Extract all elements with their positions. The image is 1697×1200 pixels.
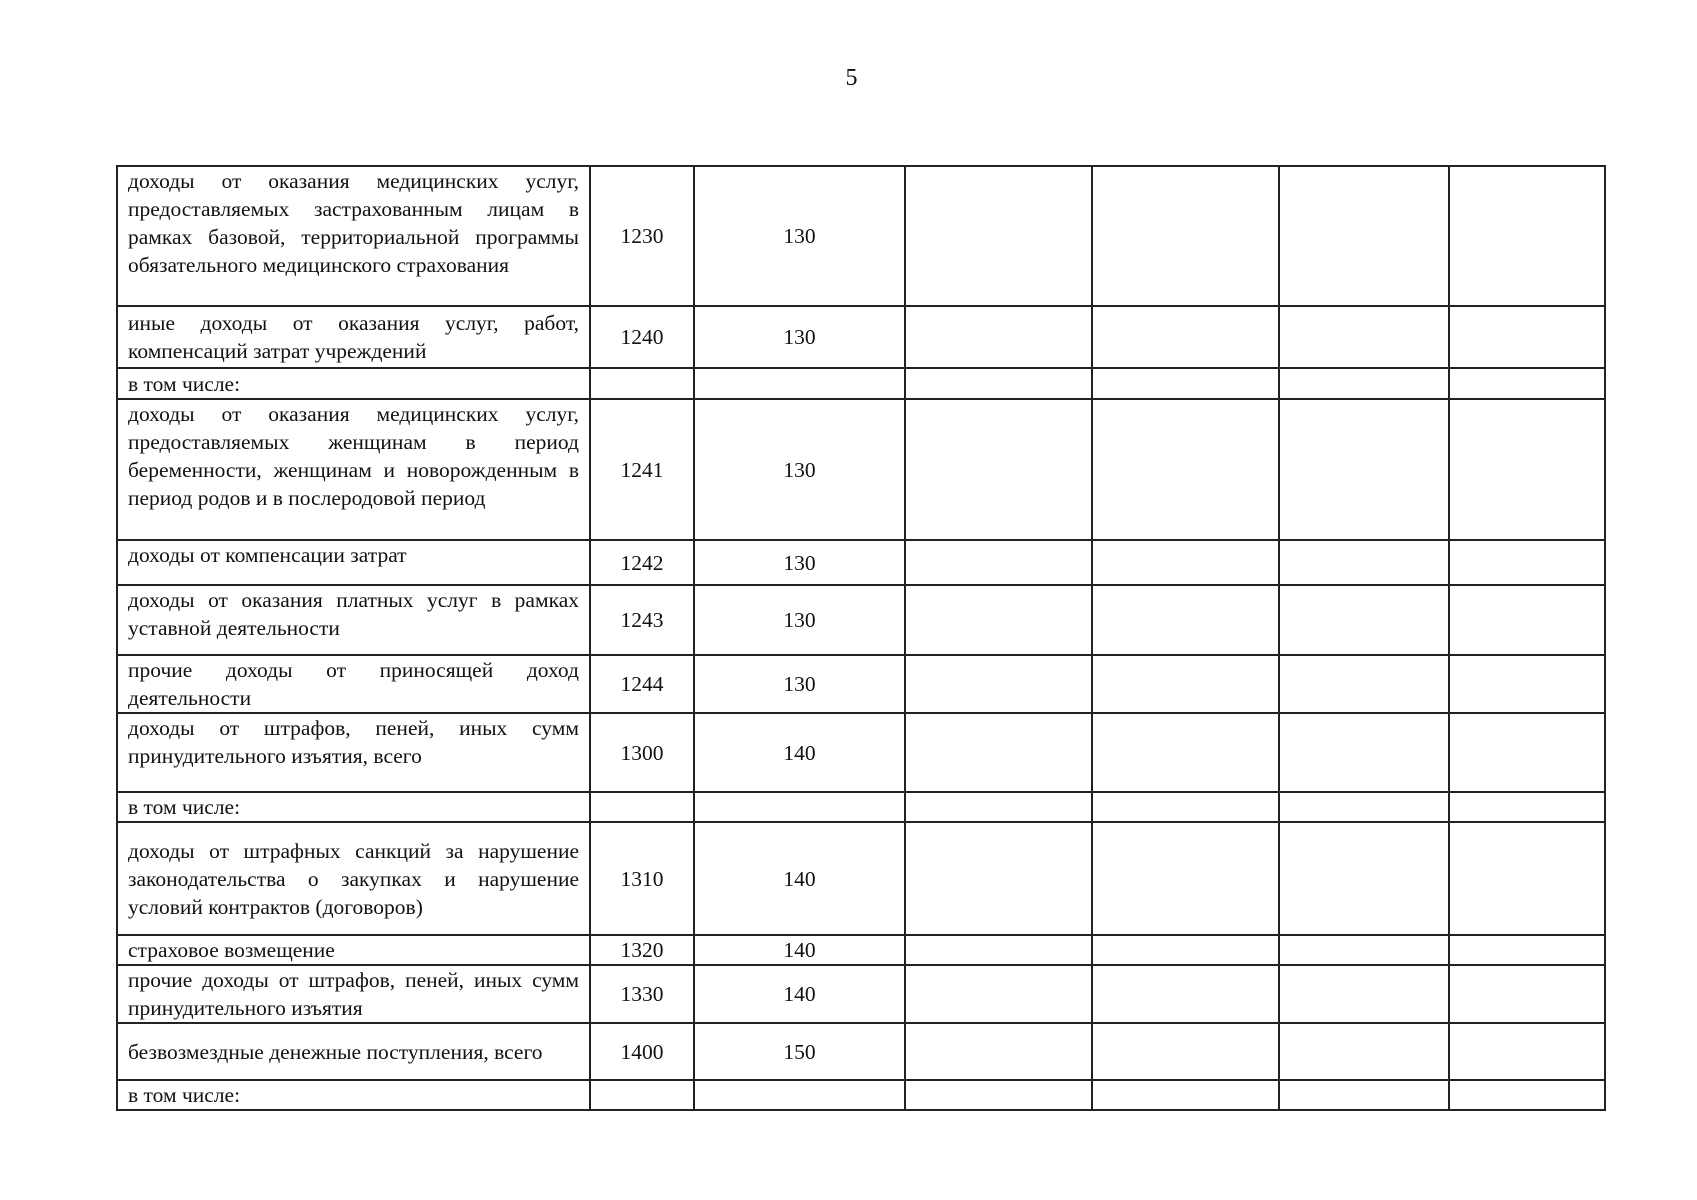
empty-cell — [905, 306, 1092, 368]
empty-cell — [1449, 1080, 1605, 1110]
empty-cell — [1279, 166, 1449, 306]
table-row — [117, 540, 1605, 585]
empty-cell — [1279, 585, 1449, 655]
empty-cell — [905, 822, 1092, 935]
table-row — [117, 368, 1605, 399]
empty-cell — [1279, 368, 1449, 399]
empty-cell — [1092, 368, 1279, 399]
line-code: 1300 — [590, 713, 694, 792]
empty-cell — [1092, 965, 1279, 1023]
line-code: 1244 — [590, 655, 694, 713]
empty-cell — [905, 368, 1092, 399]
line-code: 1241 — [590, 399, 694, 540]
empty-cell — [1449, 965, 1605, 1023]
row-description: доходы от оказания платных услуг в рамках уставной деятельности — [117, 585, 590, 655]
row-description: доходы от оказания медицинских услуг, предоставляемых женщинам в период беременности, женщинам и новорожденным в период родов и в послеродовой период — [117, 399, 590, 540]
empty-cell — [905, 935, 1092, 965]
budget-code — [694, 792, 905, 822]
line-code: 1243 — [590, 585, 694, 655]
line-code: 1400 — [590, 1023, 694, 1080]
empty-cell — [1092, 1023, 1279, 1080]
empty-cell — [1449, 822, 1605, 935]
empty-cell — [1279, 655, 1449, 713]
empty-cell — [1449, 713, 1605, 792]
empty-cell — [1279, 1080, 1449, 1110]
empty-cell — [905, 166, 1092, 306]
empty-cell — [1092, 822, 1279, 935]
table-row — [117, 585, 1605, 655]
line-code: 1230 — [590, 166, 694, 306]
empty-cell — [1092, 655, 1279, 713]
empty-cell — [1092, 935, 1279, 965]
line-code: 1330 — [590, 965, 694, 1023]
table-row — [117, 306, 1605, 368]
empty-cell — [905, 1080, 1092, 1110]
row-description: безвозмездные денежные поступления, всего — [117, 1023, 590, 1080]
empty-cell — [1279, 306, 1449, 368]
budget-code: 130 — [694, 166, 905, 306]
line-code — [590, 1080, 694, 1110]
line-code — [590, 368, 694, 399]
empty-cell — [905, 965, 1092, 1023]
empty-cell — [1449, 655, 1605, 713]
empty-cell — [905, 540, 1092, 585]
empty-cell — [1092, 792, 1279, 822]
empty-cell — [905, 655, 1092, 713]
empty-cell — [1449, 368, 1605, 399]
empty-cell — [1449, 399, 1605, 540]
budget-code — [694, 1080, 905, 1110]
budget-code: 140 — [694, 822, 905, 935]
empty-cell — [1092, 166, 1279, 306]
table-row — [117, 965, 1605, 1023]
empty-cell — [1279, 540, 1449, 585]
row-description: доходы от оказания медицинских услуг, предоставляемых застрахованным лицам в рамках базовой, территориальной программы обязательного медицинского страхования — [117, 166, 590, 306]
line-code: 1310 — [590, 822, 694, 935]
line-code: 1320 — [590, 935, 694, 965]
empty-cell — [905, 399, 1092, 540]
budget-code: 140 — [694, 713, 905, 792]
row-description: в том числе: — [117, 1080, 590, 1110]
empty-cell — [1449, 1023, 1605, 1080]
table-row — [117, 822, 1605, 935]
table-row — [117, 399, 1605, 540]
empty-cell — [1092, 713, 1279, 792]
empty-cell — [1279, 822, 1449, 935]
empty-cell — [1279, 1023, 1449, 1080]
empty-cell — [1449, 306, 1605, 368]
income-table — [116, 165, 1606, 1111]
line-code — [590, 792, 694, 822]
row-description: иные доходы от оказания услуг, работ, компенсаций затрат учреждений — [117, 306, 590, 368]
budget-code: 130 — [694, 655, 905, 713]
budget-code: 150 — [694, 1023, 905, 1080]
budget-code: 140 — [694, 965, 905, 1023]
row-description: доходы от штрафов, пеней, иных сумм принудительного изъятия, всего — [117, 713, 590, 792]
budget-code: 130 — [694, 540, 905, 585]
empty-cell — [905, 792, 1092, 822]
row-description: прочие доходы от штрафов, пеней, иных сумм принудительного изъятия — [117, 965, 590, 1023]
table-row — [117, 655, 1605, 713]
empty-cell — [1092, 585, 1279, 655]
empty-cell — [1092, 540, 1279, 585]
empty-cell — [1279, 935, 1449, 965]
empty-cell — [1449, 935, 1605, 965]
table-row — [117, 713, 1605, 792]
empty-cell — [1279, 713, 1449, 792]
empty-cell — [905, 713, 1092, 792]
page-number: 5 — [845, 65, 858, 91]
line-code: 1240 — [590, 306, 694, 368]
empty-cell — [905, 1023, 1092, 1080]
empty-cell — [1092, 1080, 1279, 1110]
table-row — [117, 1080, 1605, 1110]
empty-cell — [1449, 540, 1605, 585]
budget-code: 130 — [694, 399, 905, 540]
table-row — [117, 1023, 1605, 1080]
row-description: страховое возмещение — [117, 935, 590, 965]
empty-cell — [1092, 306, 1279, 368]
empty-cell — [1279, 399, 1449, 540]
budget-code: 140 — [694, 935, 905, 965]
line-code: 1242 — [590, 540, 694, 585]
row-description: прочие доходы от приносящей доход деятельности — [117, 655, 590, 713]
budget-code: 130 — [694, 306, 905, 368]
empty-cell — [1449, 166, 1605, 306]
empty-cell — [1092, 399, 1279, 540]
empty-cell — [905, 585, 1092, 655]
table-row — [117, 166, 1605, 306]
budget-code: 130 — [694, 585, 905, 655]
empty-cell — [1449, 585, 1605, 655]
empty-cell — [1279, 792, 1449, 822]
table-row — [117, 792, 1605, 822]
row-description: в том числе: — [117, 792, 590, 822]
empty-cell — [1279, 965, 1449, 1023]
row-description: доходы от компенсации затрат — [117, 540, 590, 585]
budget-code — [694, 368, 905, 399]
table-row — [117, 935, 1605, 965]
row-description: доходы от штрафных санкций за нарушение законодательства о закупках и нарушение условий контрактов (договоров) — [117, 822, 590, 935]
row-description: в том числе: — [117, 368, 590, 399]
empty-cell — [1449, 792, 1605, 822]
